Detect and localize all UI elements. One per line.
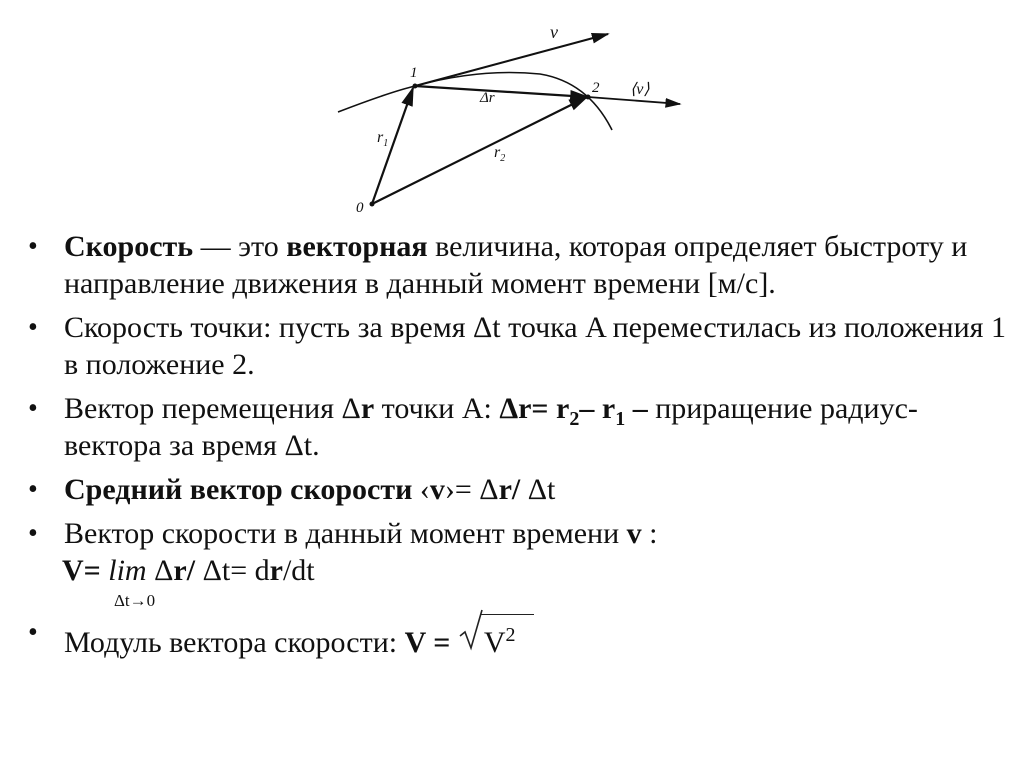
text: : xyxy=(641,517,658,550)
label-v: v xyxy=(550,22,558,42)
text: ›= Δ xyxy=(444,473,499,506)
subscript-2: 2 xyxy=(569,408,580,430)
text: точки А: xyxy=(374,392,500,425)
text: — это xyxy=(193,230,287,263)
radicand xyxy=(480,614,534,661)
term-vector: векторная xyxy=(286,230,428,263)
formula-part: – r xyxy=(579,392,616,425)
text: приращение радиус-вектора за время Δt. xyxy=(64,392,918,462)
bullet-marker: • xyxy=(28,474,38,505)
trajectory-curve xyxy=(338,73,612,131)
label-r1: $r_1$ xyxy=(377,129,389,149)
text: ‹ xyxy=(412,473,430,506)
text: Δt= d xyxy=(195,554,270,587)
delta-r-vector xyxy=(415,86,588,97)
symbol-v: v xyxy=(626,517,642,550)
v-avg-vector xyxy=(588,97,680,104)
bullet-marker: • xyxy=(28,393,38,424)
slide-body xyxy=(24,228,1014,668)
bullet-marker: • xyxy=(28,231,38,262)
square-root xyxy=(458,614,534,661)
point-1 xyxy=(413,84,418,89)
lim-operator: lim xyxy=(108,554,147,587)
bullet-speed-modulus xyxy=(24,614,1014,661)
bullet-speed-definition xyxy=(24,228,1014,302)
limit-subscript: Δt→0 xyxy=(114,591,156,610)
radical-sign xyxy=(458,608,484,652)
text: Вектор перемещения Δ xyxy=(64,392,361,425)
bullet-marker: • xyxy=(28,617,38,648)
text: /dt xyxy=(282,554,315,587)
exponent-2: 2 xyxy=(505,624,516,646)
text: Скорость точки: пусть за время Δt точка A переместилась из положения 1 в положение 2. xyxy=(64,311,1006,381)
point-2 xyxy=(586,95,591,100)
formula-part: Δr= r xyxy=(499,392,570,425)
formula-part: r/ xyxy=(173,554,196,587)
symbol-V: V= xyxy=(62,554,101,587)
text: Δ xyxy=(146,554,174,587)
bullet-point-speed xyxy=(24,309,1014,383)
v-vector xyxy=(415,34,608,86)
label-point-1: 1 xyxy=(410,65,418,81)
symbol-r: r xyxy=(360,392,375,425)
label-origin: 0 xyxy=(356,200,364,216)
term-average-velocity: Средний вектор скорости xyxy=(64,473,413,506)
limit-formula-line xyxy=(62,552,1014,589)
label-v-avg: ⟨v⟩ xyxy=(630,81,650,98)
formula-part: – xyxy=(625,392,648,425)
bullet-average-velocity xyxy=(24,471,1014,508)
label-r2: $r_2$ xyxy=(494,144,506,164)
limit-formula xyxy=(24,552,1014,614)
symbol-r: r xyxy=(269,554,283,587)
subscript-1: 1 xyxy=(615,408,626,430)
origin-point xyxy=(370,202,375,207)
formula-part: r/ xyxy=(498,473,521,506)
text: Модуль вектора скорости: xyxy=(64,626,405,659)
bullet-marker: • xyxy=(28,518,38,549)
velocity-vector-diagram xyxy=(330,0,710,225)
label-delta-r: Δr xyxy=(480,90,495,106)
bullet-marker: • xyxy=(28,312,38,343)
text: величина, которая определяет быстроту и направление движения в данный момент времени [м/с]. xyxy=(64,230,968,300)
symbol-V: V xyxy=(483,626,506,659)
bullet-instant-velocity xyxy=(24,515,1014,552)
bullet-displacement xyxy=(24,390,1014,464)
label-point-2: 2 xyxy=(592,80,600,96)
text: Вектор скорости в данный момент времени xyxy=(64,517,627,550)
symbol-v: v xyxy=(429,473,445,506)
formula-part: V = xyxy=(404,626,451,659)
term-speed: Скорость xyxy=(64,230,194,263)
text: Δt xyxy=(520,473,556,506)
